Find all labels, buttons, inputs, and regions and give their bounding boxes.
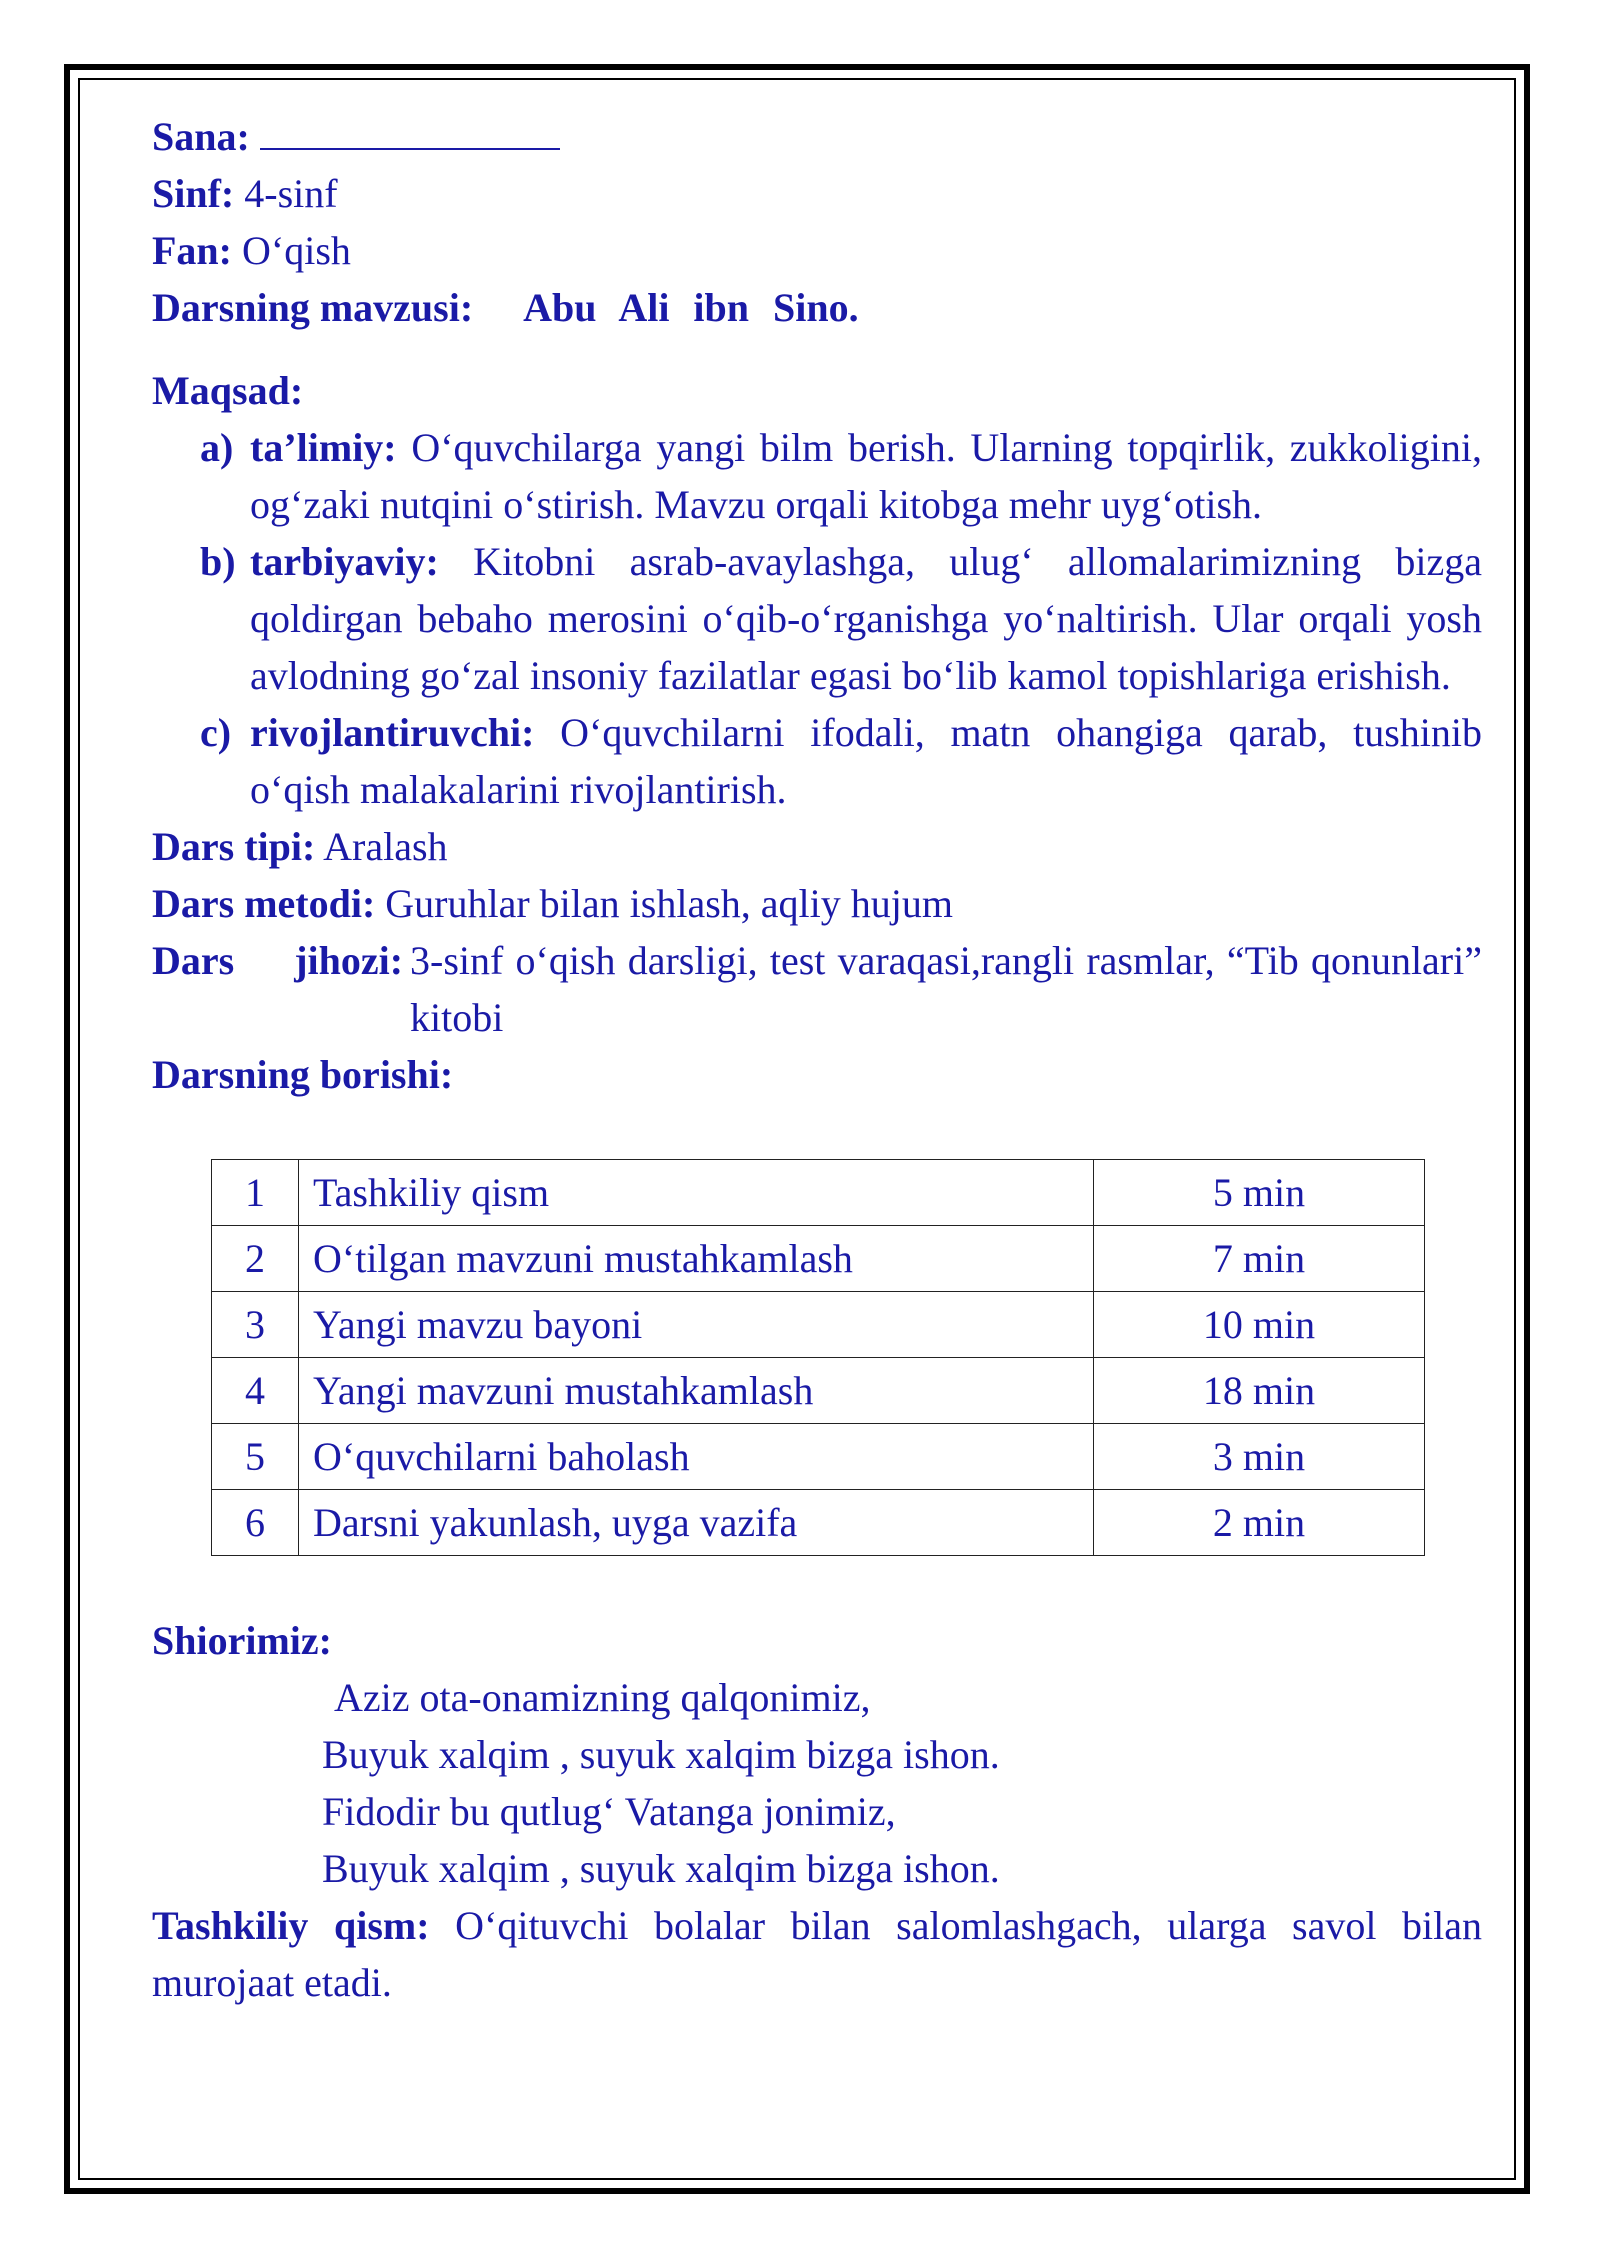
dars-metodi-line <box>152 875 1482 932</box>
plan-stage: O‘quvchilarni baholash <box>299 1424 1094 1490</box>
sana-line <box>152 108 1482 165</box>
dars-jihozi-label: Dars jihozi: <box>152 938 404 983</box>
sinf-line <box>152 165 1482 222</box>
plan-step-number: 4 <box>212 1358 299 1424</box>
sana-blank <box>260 108 560 150</box>
sinf-label: Sinf: <box>152 171 235 216</box>
tashkiliy-qism-text: O‘qituvchi bolalar bilan salomlashgach, ularga savol bilan murojaat etadi. <box>152 1903 1482 2005</box>
goal-text: Kitobni asrab-avaylashga, ulug‘ allomalarimizning bizga qoldirgan bebaho merosini o‘qib-o‘rganishga yo‘naltirish. Ular orqali yosh avlodning go‘zal insoniy fazilatlar egasi bo‘lib kamol topishlariga erishish. <box>250 539 1483 698</box>
sana-label: Sana: <box>152 114 250 159</box>
goal-label: ta’limiy: <box>250 425 397 470</box>
goal-tarbiyaviy <box>152 533 1482 704</box>
plan-step-number: 6 <box>212 1490 299 1556</box>
topic-line <box>152 279 1482 336</box>
plan-step-number: 1 <box>212 1160 299 1226</box>
plan-step-number: 2 <box>212 1226 299 1292</box>
lesson-plan <box>152 108 1482 2011</box>
plan-stage: Yangi mavzuni mustahkamlash <box>299 1358 1094 1424</box>
plan-step-number: 3 <box>212 1292 299 1358</box>
topic-value: Abu Ali ibn Sino. <box>523 285 859 330</box>
goal-talimiy <box>152 419 1482 533</box>
goal-text: O‘quvchilarga yangi bilm berish. Ularning topqirlik, zukkoligini, og‘zaki nutqini o‘stirish. Mavzu orqali kitobga mehr uyg‘otish. <box>250 425 1483 527</box>
table-row <box>212 1424 1425 1490</box>
motto-poem <box>152 1669 1482 1897</box>
motto-line: Fidodir bu qutlug‘ Vatanga jonimiz, <box>322 1789 896 1834</box>
motto-line: Aziz ota-onamizning qalqonimiz, <box>334 1675 871 1720</box>
tashkiliy-qism-label: Tashkiliy qism: <box>152 1903 430 1948</box>
dars-tipi-value: Aralash <box>323 824 448 869</box>
plan-stage: Tashkiliy qism <box>299 1160 1094 1226</box>
plan-duration: 18 min <box>1094 1358 1425 1424</box>
plan-duration: 7 min <box>1094 1226 1425 1292</box>
table-row <box>212 1490 1425 1556</box>
plan-stage: O‘tilgan mavzuni mustahkamlash <box>299 1226 1094 1292</box>
motto-line: Buyuk xalqim , suyuk xalqim bizga ishon. <box>322 1732 1000 1777</box>
lesson-plan-table <box>211 1159 1425 1556</box>
dars-metodi-label: Dars metodi: <box>152 881 376 926</box>
motto-heading: Shiorimiz: <box>152 1618 332 1663</box>
table-row <box>212 1292 1425 1358</box>
table-row <box>212 1160 1425 1226</box>
dars-metodi-value: Guruhlar bilan ishlash, aqliy hujum <box>385 881 953 926</box>
sinf-value: 4-sinf <box>244 171 338 216</box>
fan-value: O‘qish <box>242 228 351 273</box>
plan-stage: Darsni yakunlash, uyga vazifa <box>299 1490 1094 1556</box>
dars-tipi-label: Dars tipi: <box>152 824 316 869</box>
table-row <box>212 1226 1425 1292</box>
topic-label: Darsning mavzusi: <box>152 285 474 330</box>
plan-duration: 3 min <box>1094 1424 1425 1490</box>
plan-stage: Yangi mavzu bayoni <box>299 1292 1094 1358</box>
plan-step-number: 5 <box>212 1424 299 1490</box>
goal-marker: a) <box>200 425 234 470</box>
motto-line: Buyuk xalqim , suyuk xalqim bizga ishon. <box>322 1846 1000 1891</box>
plan-duration: 10 min <box>1094 1292 1425 1358</box>
goal-text: O‘quvchilarni ifodali, matn ohangiga qarab, tushinib o‘qish malakalarini rivojlantirish. <box>250 710 1483 812</box>
tashkiliy-qism-paragraph <box>152 1897 1482 2011</box>
fan-line <box>152 222 1482 279</box>
plan-duration: 5 min <box>1094 1160 1425 1226</box>
goal-marker: c) <box>200 710 232 755</box>
maqsad-heading: Maqsad: <box>152 368 304 413</box>
goal-rivojlantiruvchi <box>152 704 1482 818</box>
goal-marker: b) <box>200 539 236 584</box>
dars-jihozi-value: 3-sinf o‘qish darsligi, test varaqasi,rangli rasmlar, “Tib qonunlari” kitobi <box>410 938 1482 1040</box>
darsning-borishi-heading: Darsning borishi: <box>152 1052 454 1097</box>
goal-label: rivojlantiruvchi: <box>250 710 535 755</box>
fan-label: Fan: <box>152 228 232 273</box>
dars-tipi-line <box>152 818 1482 875</box>
table-row <box>212 1358 1425 1424</box>
plan-duration: 2 min <box>1094 1490 1425 1556</box>
goal-label: tarbiyaviy: <box>250 539 439 584</box>
dars-jihozi-line <box>152 932 1482 1046</box>
